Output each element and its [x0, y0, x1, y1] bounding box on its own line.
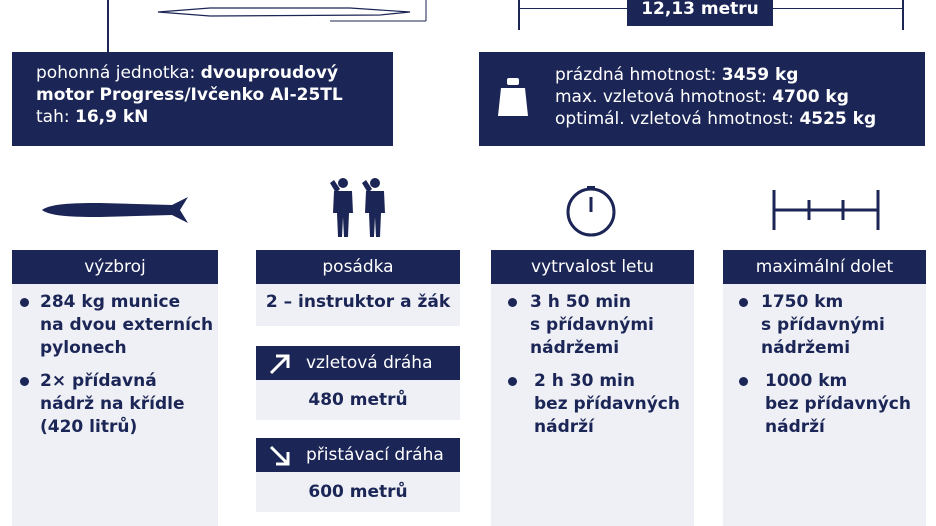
clock-icon — [565, 186, 617, 238]
wingspan-label: 12,13 metru — [627, 0, 773, 26]
arrow-down-right-icon — [268, 444, 292, 468]
weights-info-box — [479, 52, 925, 146]
endurance-item-2: 2 h 30 min bez přídavných nádrží — [500, 370, 694, 439]
missile-icon — [40, 195, 195, 225]
armament-item-2: 2× přídavná nádrž na křídle (420 litrů) — [12, 370, 218, 439]
empty-weight-value: 3459 kg — [721, 65, 799, 85]
armament-header: výzbroj — [12, 250, 218, 284]
range-header: maximální dolet — [723, 250, 926, 284]
arrow-up-right-icon — [268, 352, 292, 376]
endurance-header: vytrvalost letu — [491, 250, 694, 284]
armament-item-1: 284 kg munice na dvou externích pylonech — [12, 291, 218, 360]
range-list — [731, 291, 926, 449]
crew-value: 2 – instruktor a žák — [256, 284, 460, 326]
engine-value-1: dvouproudový — [200, 63, 339, 83]
opt-weight-value: 4525 kg — [799, 109, 877, 129]
armament-list — [12, 291, 218, 449]
max-weight-label: max. vzletová hmotnost: — [555, 87, 767, 107]
weight-icon — [497, 76, 529, 118]
takeoff-header: vzletová dráha — [256, 346, 460, 380]
vertical-guide-line — [107, 0, 109, 52]
endurance-item-1: 3 h 50 min s přídavnými nádržemi — [500, 291, 694, 360]
empty-weight-label: prázdná hmotnost: — [555, 65, 717, 85]
landing-value: 600 metrů — [256, 472, 460, 512]
landing-header: přistávací dráha — [256, 438, 460, 472]
crew-header: posádka — [256, 250, 460, 284]
range-item-1: 1750 km s přídavnými nádržemi — [731, 291, 926, 360]
takeoff-value: 480 metrů — [256, 380, 460, 420]
crew-icon — [326, 175, 392, 239]
opt-weight-label: optimál. vzletová hmotnost: — [555, 109, 795, 129]
thrust-label: tah: — [36, 107, 70, 127]
distance-ruler-icon — [772, 188, 882, 232]
aircraft-side-icon — [150, 0, 430, 24]
range-item-2: 1000 km bez přídavných nádrží — [731, 370, 926, 439]
engine-value-2: motor Progress/Ivčenko AI-25TL — [36, 85, 343, 105]
max-weight-value: 4700 kg — [772, 87, 849, 107]
engine-info-box — [12, 52, 393, 146]
endurance-list — [500, 291, 694, 449]
thrust-value: 16,9 kN — [75, 107, 149, 127]
engine-label: pohonná jednotka: — [36, 63, 196, 83]
